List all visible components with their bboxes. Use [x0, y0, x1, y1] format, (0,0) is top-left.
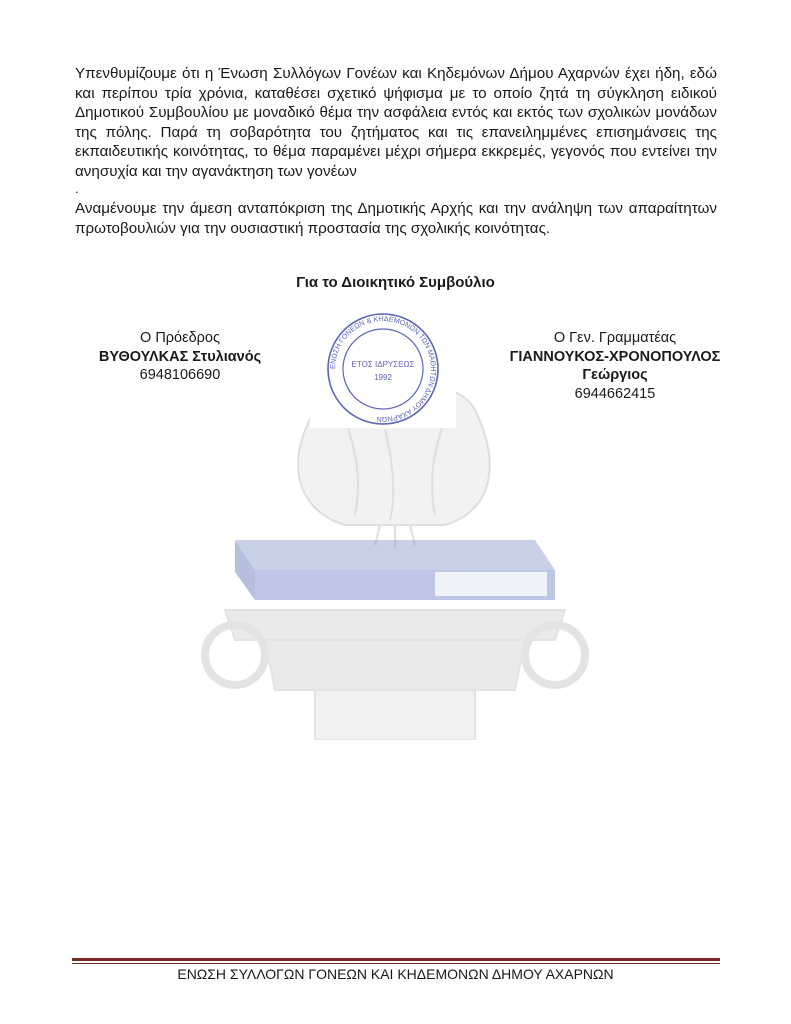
secretary-surname: ΓΙΑΝΝΟΥΚΟΣ-ΧΡΟΝΟΠΟΥΛΟΣ [509, 348, 721, 365]
stamp-outer-text: ΕΝΩΣΗ ΓΟΝΕΩΝ & ΚΗΔΕΜΟΝΩΝ ΤΩΝ ΜΑΘΗΤΩΝ ΔΗΜΟΥ ΑΧΑΡΝΩΝ [327, 313, 439, 425]
president-title: Ο Πρόεδρος [140, 330, 220, 346]
stray-dot: . [75, 181, 79, 196]
secretary-signature-block [490, 329, 740, 403]
secretary-first-name: Γεώργιος [582, 367, 648, 383]
stamp-founding-label: ΕΤΟΣ ΙΔΡΥΣΕΩΣ [351, 360, 415, 369]
secretary-title: Ο Γεν. Γραμματέας [553, 330, 677, 346]
paragraph-2: Αναμένουμε την άμεση ανταπόκριση της Δημοτικής Αρχής και την ανάληψη των απαραίτητων πρωτοβουλιών για την ουσιαστική προστασία της σχολικής κοινότητας. [75, 200, 717, 237]
council-label: Για το Διοικητικό Συμβούλιο [296, 274, 495, 291]
stamp-founding-year: 1992 [374, 373, 392, 382]
official-stamp-icon [310, 310, 456, 428]
secretary-phone: 6944662415 [574, 385, 656, 402]
footer-rule [72, 958, 720, 964]
president-name: ΒΥΘΟΥΛΚΑΣ Στυλιανός [98, 348, 262, 365]
president-signature-block [60, 329, 300, 385]
paragraph-1: Υπενθυμίζουμε ότι η Ένωση Συλλόγων Γονέων και Κηδεμόνων Δήμου Αχαρνών έχει ήδη, εδώ και περίπου τρία χρόνια, καταθέσει σχετικό ψήφισμα με το οποίο ζητά τη σύγκληση ειδικού Δημοτικού Συμβουλίου με μοναδικό θέμα την ασφάλεια εντός και εκτός των σχολικών μονάδων της πόλης. Παρά τη σοβαρότητα του ζητήματος και τις επανειλημμένες επισημάνσεις της εκπαιδευτικής κοινότητας, το θέμα παραμένει μέχρι σήμερα εκκρεμές, γεγονός που εντείνει την ανησυχία και την αγανάκτηση των γονέων [75, 65, 717, 180]
president-phone: 6948106690 [139, 367, 221, 383]
footer-text: ΕΝΩΣΗ ΣΥΛΛΟΓΩΝ ΓΟΝΕΩΝ ΚΑΙ ΚΗΔΕΜΟΝΩΝ ΔΗΜΟΥ ΑΧΑΡΝΩΝ [177, 966, 614, 982]
